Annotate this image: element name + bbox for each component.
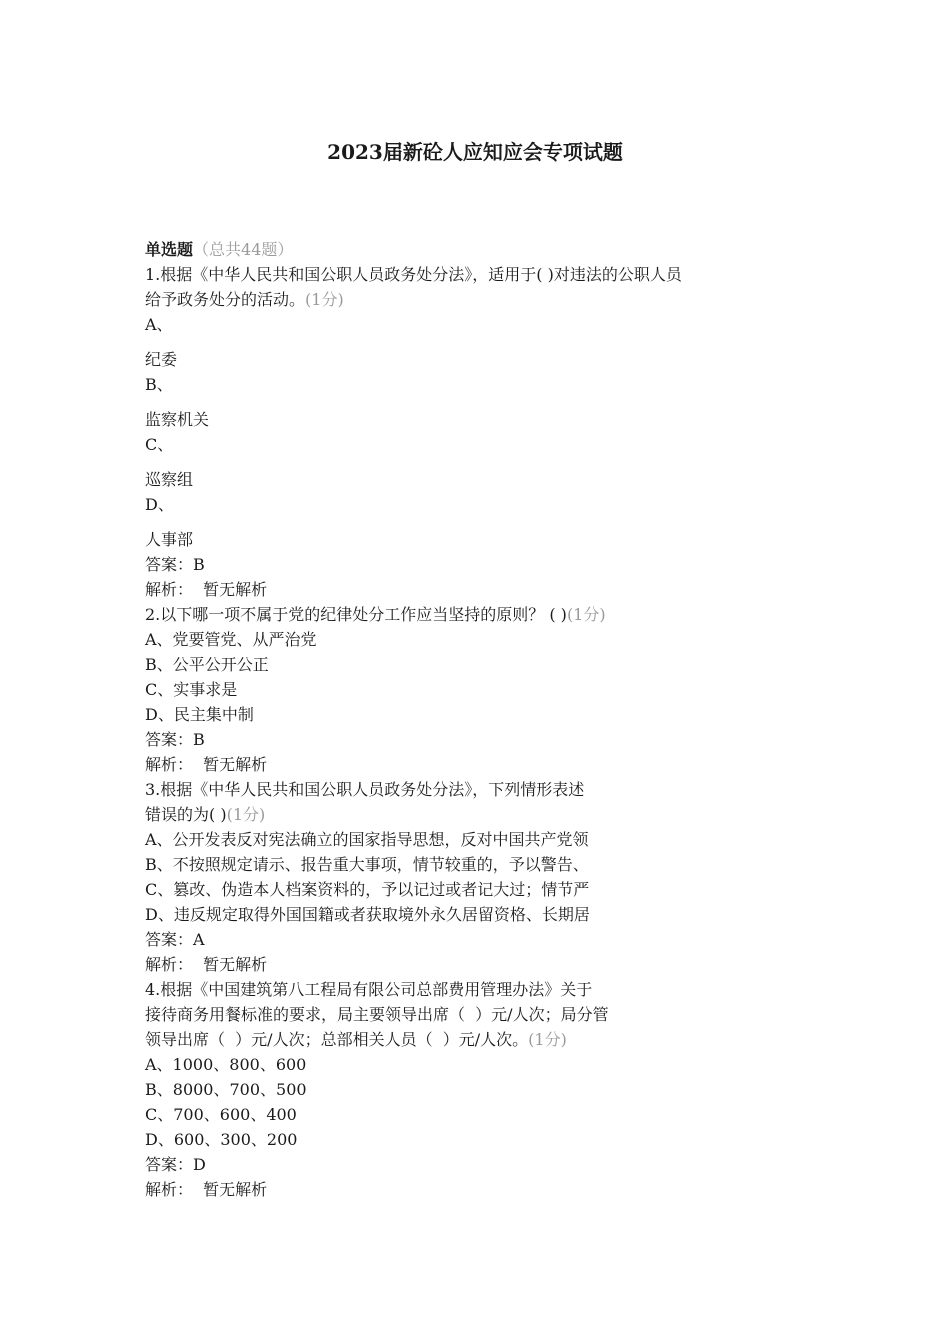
question-2-option-a: A、党要管党、从严治党 (145, 630, 317, 649)
question-2-option-b: B、公平公开公正 (145, 655, 269, 674)
question-3-score: (1分) (226, 805, 266, 824)
question-1-answer: 答案：B (145, 555, 205, 574)
question-1-option-a-text: 纪委 (145, 350, 178, 369)
question-1-option-d-label: D、 (145, 495, 174, 514)
question-1-option-c-text: 巡察组 (145, 470, 194, 489)
question-1-option-c-label: C、 (145, 435, 174, 454)
question-4-stem-line3: 领导出席（ ）元/人次；总部相关人员（ ）元/人次。(1分) (145, 1030, 567, 1049)
question-2-score: (1分) (566, 605, 606, 624)
question-1-stem-line1: 1.根据《中华人民共和国公职人员政务处分法》，适用于( )对违法的公职人员 (145, 265, 682, 284)
question-4-option-a: A、1000、800、600 (145, 1055, 307, 1074)
question-3-option-c: C、篡改、伪造本人档案资料的，予以记过或者记大过；情节严 (145, 880, 590, 899)
question-4-stem-line2: 接待商务用餐标准的要求，局主要领导出席（ ）元/人次；局分管 (145, 1005, 609, 1024)
section-label: 单选题 (145, 240, 194, 259)
question-4-option-c: C、700、600、400 (145, 1105, 297, 1124)
question-4-option-d: D、600、300、200 (145, 1130, 298, 1149)
question-2-answer: 答案：B (145, 730, 205, 749)
question-4-analysis: 解析： 暂无解析 (145, 1180, 268, 1199)
question-1-score: (1分) (305, 290, 344, 309)
question-2-option-d: D、民主集中制 (145, 705, 254, 724)
question-3-option-a: A、公开发表反对宪法确立的国家指导思想，反对中国共产党领 (145, 830, 589, 849)
question-2-option-c: C、实事求是 (145, 680, 238, 699)
question-1-option-d-text: 人事部 (145, 530, 194, 549)
question-1-stem-line2: 给予政务处分的活动。(1分) (145, 290, 344, 309)
question-1-analysis: 解析： 暂无解析 (145, 580, 268, 599)
page-title: 2023届新砼人应知应会专项试题 (327, 140, 623, 164)
question-4-score: (1分) (528, 1030, 567, 1049)
question-4-option-b: B、8000、700、500 (145, 1080, 307, 1099)
question-4-answer: 答案：D (145, 1155, 206, 1174)
question-3-option-d: D、违反规定取得外国国籍或者获取境外永久居留资格、长期居 (145, 905, 590, 924)
question-2-stem: 2.以下哪一项不属于党的纪律处分工作应当坚持的原则？ ( )(1分) (145, 605, 606, 624)
question-list (145, 237, 825, 1202)
section-count: （总共44题） (193, 240, 294, 259)
question-3-analysis: 解析： 暂无解析 (145, 955, 268, 974)
question-3-stem-line2: 错误的为( )(1分) (145, 805, 266, 824)
section-header (145, 237, 825, 262)
question-1-option-b-text: 监察机关 (145, 410, 210, 429)
question-3-stem-line1: 3.根据《中华人民共和国公职人员政务处分法》，下列情形表述 (145, 780, 585, 799)
question-4-stem-line1: 4.根据《中国建筑第八工程局有限公司总部费用管理办法》关于 (145, 980, 593, 999)
question-3-answer: 答案：A (145, 930, 205, 949)
question-2-analysis: 解析： 暂无解析 (145, 755, 268, 774)
question-1-option-b-label: B、 (145, 375, 173, 394)
question-3-option-b: B、不按照规定请示、报告重大事项，情节较重的，予以警告、 (145, 855, 589, 874)
question-1-option-a-label: A、 (145, 315, 173, 334)
